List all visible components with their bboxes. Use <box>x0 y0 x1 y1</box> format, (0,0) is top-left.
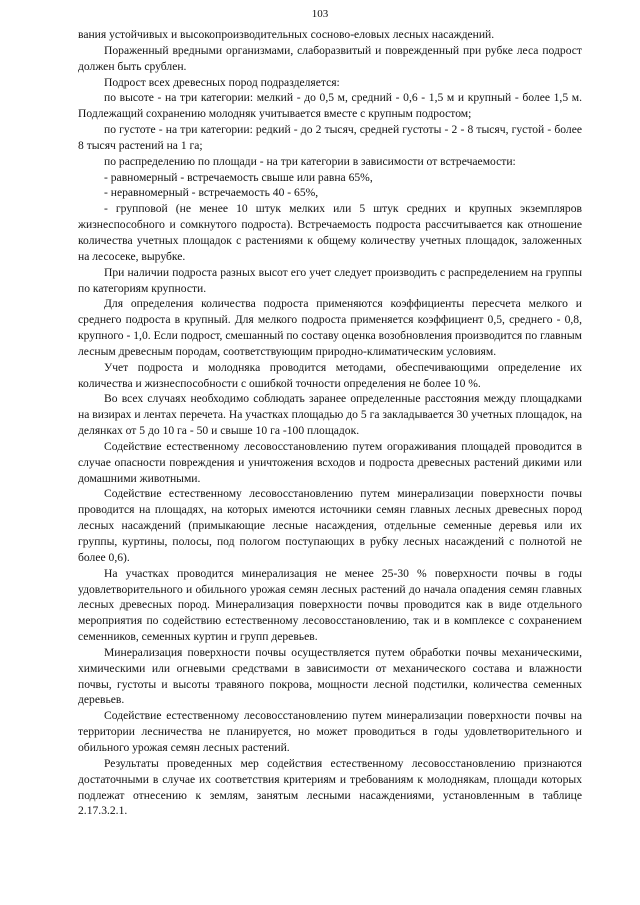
paragraph: Минерализация поверхности почвы осуществляется путем обработки почвы механическими, химическими или огневыми средствами в зависимости от механического состава и влажности почвы, густоты и высоты травяного покрова, мощности лесной подстилки, количества семенных деревьев. <box>78 645 582 707</box>
paragraph: Подрост всех древесных пород подразделяется: <box>104 75 340 89</box>
paragraph: по распределению по площади - на три категории в зависимости от встречаемости: <box>104 154 516 168</box>
paragraph: На участках проводится минерализация не менее 25-30 % поверхности почвы в годы удовлетворительного и обильного урожая семян лесных растений до начала опадения семян главных лесных древесных пород. Минерализация поверхности почвы проводится как в виде отдельного мероприятия по содействию естественному лесовосстановлению, так и в комплексе с сохранением семенников, семенных куртин и групп деревьев. <box>78 566 582 644</box>
paragraph: Учет подроста и молодняка проводится методами, обеспечивающими определение их количества и жизнеспособности с ошибкой точности определения не более 10 %. <box>78 360 582 390</box>
paragraph: Содействие естественному лесовосстановлению путем огораживания площадей проводится в случае опасности повреждения и уничтожения всходов и подроста древесных растений дикими или домашними животными. <box>78 439 582 485</box>
paragraph: по высоте - на три категории: мелкий - до 0,5 м, средний - 0,6 - 1,5 м и крупный - более 1,5 м. Подлежащий сохранению молодняк учитывается вместе с крупным подростом; <box>78 91 582 121</box>
paragraph: Во всех случаях необходимо соблюдать заранее определенные расстояния между площадками на визирах и лентах перечета. На участках площадью до 5 га закладывается 30 учетных площадок, на делянках от 5 до 10 га - 50 и свыше 10 га -100 площадок. <box>78 392 582 438</box>
list-item: - неравномерный - встречаемость 40 - 65%, <box>104 186 319 200</box>
page-number: 103 <box>311 8 329 20</box>
paragraph: При наличии подроста разных высот его учет следует производить с распределением на группы по категориям крупности. <box>78 265 582 295</box>
paragraph: Пораженный вредными организмами, слаборазвитый и поврежденный при рубке леса подрост должен быть срублен. <box>78 43 582 73</box>
paragraph: Результаты проведенных мер содействия естественному лесовосстановлению признаются достаточными в случае их соответствия критериям и требованиям к молоднякам, площади которых подлежат отнесению к землям, занятым лесными насаждениями, установленным в таблице 2.17.3.2.1. <box>78 756 582 818</box>
list-item: - равномерный - встречаемость свыше или равна 65%, <box>104 170 373 184</box>
document-body <box>78 27 582 819</box>
paragraph: по густоте - на три категории: редкий - до 2 тысяч, средней густоты - 2 - 8 тысяч, густой - более 8 тысяч растений на 1 га; <box>78 123 582 152</box>
list-item: - групповой (не менее 10 штук мелких или 5 штук средних и крупных экземпляров жизнеспособного и сомкнутого подроста). Встречаемость подроста рассчитывается как отношение количества учетных площадок с растениями к общему количеству учетных площадок, заложенных на лесосеке, вырубке. <box>78 202 582 263</box>
paragraph: Для определения количества подроста применяются коэффициенты пересчета мелкого и среднего подроста в крупный. Для мелкого подроста применяется коэффициент 0,5, среднего - 0,8, крупного - 1,0. Если подрост, смешанный по составу оценка возобновления производится по главным лесным древесным породам, соответствующим природно-климатическим условиям. <box>78 297 582 358</box>
paragraph: Содействие естественному лесовосстановлению путем минерализации поверхности почвы на территории лесничества не планируется, но может проводиться в годы удовлетворительного и обильного урожая семян лесных растений. <box>78 709 582 754</box>
paragraph: вания устойчивых и высокопроизводительных сосново-еловых лесных насаждений. <box>78 28 495 41</box>
paragraph: Содействие естественному лесовосстановлению путем минерализации поверхности почвы проводится на площадях, на которых имеются источники семян главных лесных древесных пород лесных насаждений (примыкающие лесные насаждения, отдельные семенные деревья или их группы, куртины, полосы, под пологом поступающих в рубку лесных насаждений с полнотой не более 0,6). <box>78 487 582 564</box>
